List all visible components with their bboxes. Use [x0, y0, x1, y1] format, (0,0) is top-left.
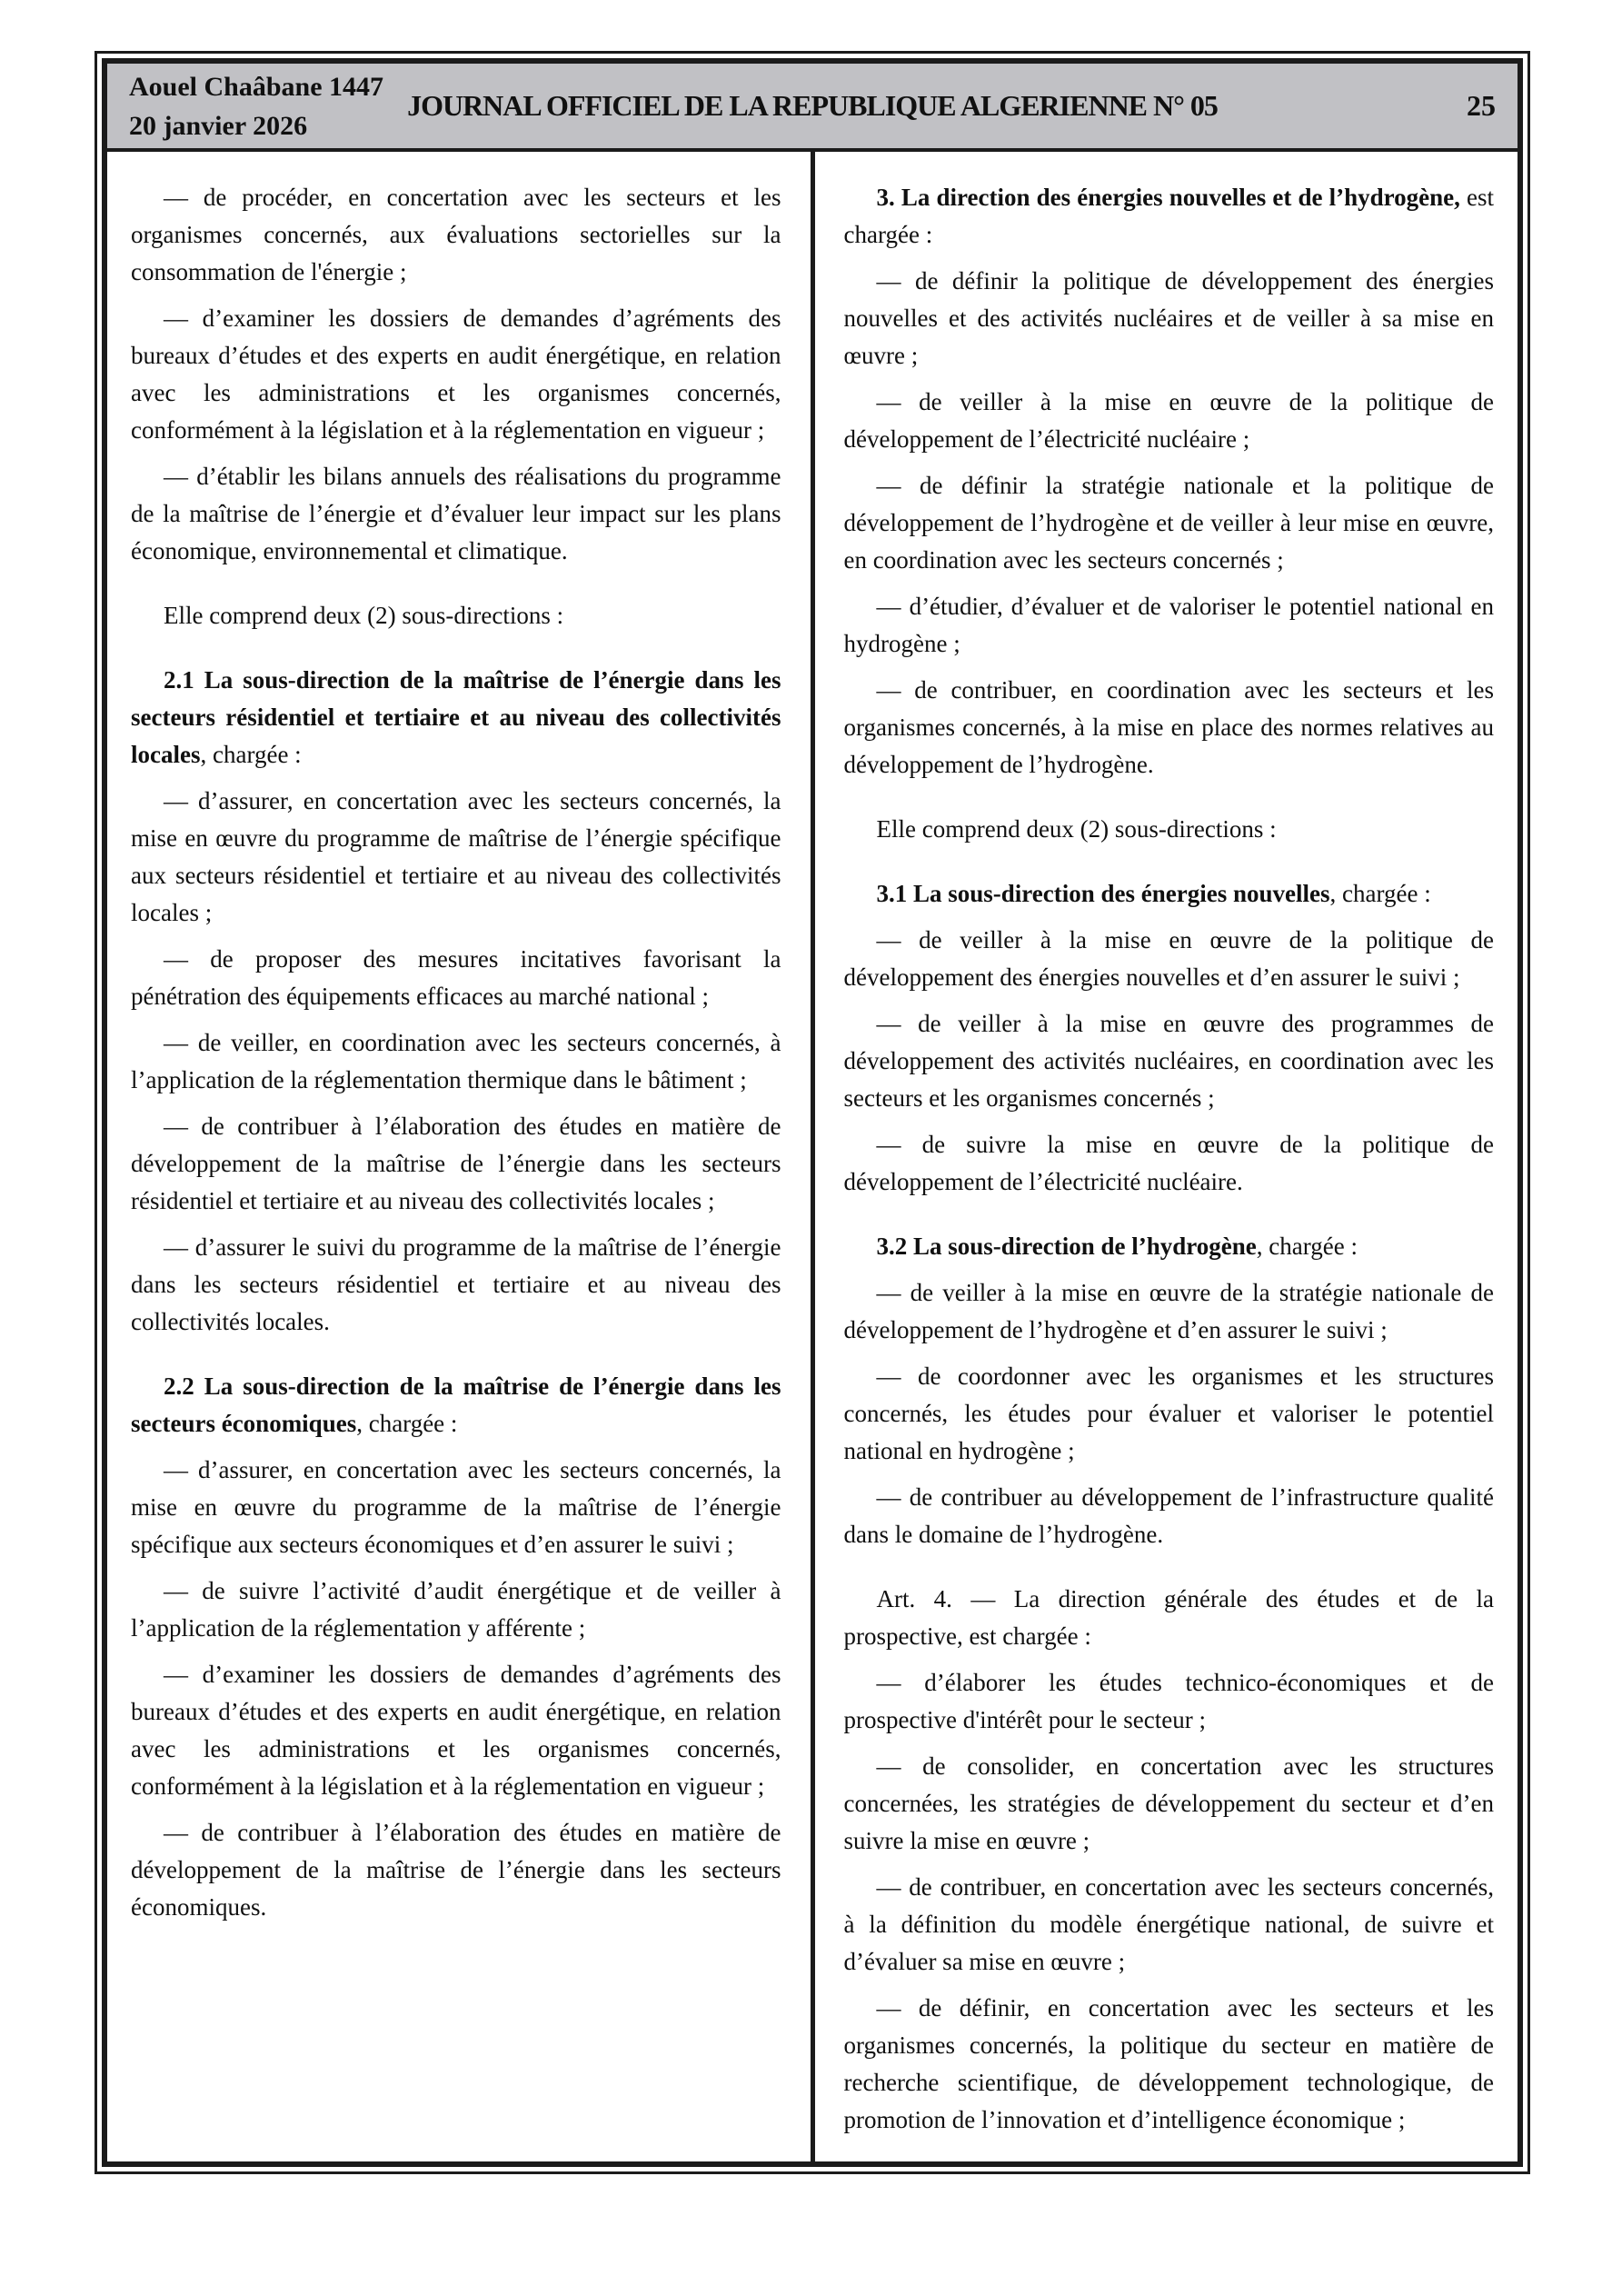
paragraph [844, 384, 1495, 458]
page-frame-inner [102, 58, 1523, 2167]
journal-title: JOURNAL OFFICIEL DE LA REPUBLIQUE ALGERIENNE N° 05 [407, 89, 1218, 122]
body-text: — de contribuer à l’élaboration des études en matière de développement de la maîtrise de l’énergie dans les secteurs économiques. [131, 1819, 781, 1921]
paragraph [131, 783, 781, 932]
publication-date-hijri: Aouel Chaâbane 1447 [129, 71, 384, 102]
paragraph [844, 1228, 1495, 1265]
body-text: Art. 4. — La direction générale des études et de la prospective, est chargée : [843, 1585, 1494, 1650]
paragraph [844, 1005, 1495, 1117]
body-text: — de veiller à la mise en œuvre de la politique de développement des énergies nouvelles et d’en assurer le suivi ; [843, 926, 1494, 991]
body-text: , chargée : [200, 741, 302, 768]
body-text: — de veiller à la mise en œuvre de la stratégie nationale de développement de l’hydrogène et d’en assurer le suivi ; [843, 1279, 1494, 1343]
body-text: — de veiller, en coordination avec les secteurs concernés, à l’application de la réglementation thermique dans le bâtiment ; [131, 1029, 781, 1093]
heading-text: 3.2 La sous-direction de l’hydrogène [876, 1233, 1257, 1260]
body-text: — de veiller à la mise en œuvre de la politique de développement de l’électricité nucléaire ; [843, 388, 1494, 453]
body-text: — de contribuer à l’élaboration des études en matière de développement de la maîtrise de l’énergie dans les secteurs résidentiel et tertiaire et au niveau des collectivités locales ; [131, 1113, 781, 1214]
column-left [107, 152, 811, 2161]
body-text: — d’examiner les dossiers de demandes d’agréments des bureaux d’études et des experts en audit énergétique, en relation avec les administrations et les organismes concernés, conformément à la législation et à la réglementation en vigueur ; [131, 1661, 781, 1800]
paragraph [844, 1990, 1495, 2139]
body-text: est chargée : [843, 184, 1494, 248]
body-text: , chargée : [1329, 880, 1431, 907]
body-text: — de suivre la mise en œuvre de la politique de développement de l’électricité nucléaire. [843, 1131, 1494, 1195]
paragraph [844, 811, 1495, 848]
body-text: — d’assurer, en concertation avec les secteurs concernés, la mise en œuvre du programme de maîtrise de l’énergie spécifique aux secteurs résidentiel et tertiaire et au niveau des collectivités locales ; [131, 787, 781, 926]
paragraph [844, 922, 1495, 996]
page-frame-outer [95, 51, 1530, 2174]
publication-dates [129, 67, 383, 145]
heading-text: 2.2 La sous-direction de la maîtrise de l’énergie dans les secteurs économiques [131, 1373, 781, 1437]
paragraph [844, 1126, 1495, 1201]
paragraph [131, 1656, 781, 1805]
body-text: — de procéder, en concertation avec les secteurs et les organismes concernés, aux évaluations sectorielles sur la consommation de l'énergie ; [131, 184, 781, 285]
body-text: — d’élaborer les études technico-économiques et de prospective d'intérêt pour le secteur ; [843, 1669, 1494, 1733]
paragraph [844, 1358, 1495, 1470]
body-text: — d’établir les bilans annuels des réalisations du programme de la maîtrise de l’énergie et d’évaluer leur impact sur les plans économique, environnemental et climatique. [131, 463, 781, 564]
page-content [107, 152, 1518, 2161]
body-text: — de contribuer, en coordination avec les secteurs et les organismes concernés, à la mise en place des normes relatives au développement de l’hydrogène. [843, 676, 1494, 778]
heading-text: 2.1 La sous-direction de la maîtrise de l’énergie dans les secteurs résidentiel et tertiaire et au niveau des collectivités locales [131, 666, 781, 768]
body-text: — d’assurer, en concertation avec les secteurs concernés, la mise en œuvre du programme de la maîtrise de l’énergie spécifique aux secteurs économiques et d’en assurer le suivi ; [131, 1456, 781, 1558]
body-text: Elle comprend deux (2) sous-directions : [876, 815, 1277, 843]
body-text: — de veiller à la mise en œuvre des programmes de développement des activités nucléaires, en coordination avec les secteurs et les organismes concernés ; [843, 1010, 1494, 1112]
paragraph [131, 1814, 781, 1926]
body-text: — de définir la stratégie nationale et la politique de développement de l’hydrogène et de veiller à leur mise en œuvre, en coordination avec les secteurs concernés ; [843, 472, 1494, 574]
column-right [815, 152, 1518, 2161]
paragraph [131, 1572, 781, 1647]
paragraph [844, 1581, 1495, 1655]
paragraph [131, 1452, 781, 1563]
paragraph [844, 1664, 1495, 1739]
page-number: 25 [1467, 89, 1496, 122]
paragraph [131, 179, 781, 291]
paragraph [844, 263, 1495, 374]
body-text: , chargée : [356, 1410, 458, 1437]
publication-date-gregorian: 20 janvier 2026 [129, 110, 308, 141]
heading-text: 3.1 La sous-direction des énergies nouvelles [876, 880, 1330, 907]
body-text: — de consolider, en concertation avec les structures concernées, les stratégies de développement du secteur et d’en suivre la mise en œuvre ; [843, 1752, 1494, 1854]
paragraph [131, 1229, 781, 1341]
paragraph [844, 1748, 1495, 1860]
paragraph [844, 1479, 1495, 1553]
paragraph [131, 941, 781, 1015]
paragraph [844, 467, 1495, 579]
paragraph [131, 1368, 781, 1442]
body-text: , chargée : [1256, 1233, 1358, 1260]
paragraph [131, 662, 781, 774]
body-text: — de coordonner avec les organismes et les structures concernés, les études pour évaluer et valoriser le potentiel national en hydrogène ; [843, 1363, 1494, 1464]
paragraph [844, 1869, 1495, 1981]
body-text: — de définir la politique de développement des énergies nouvelles et des activités nucléaires et de veiller à sa mise en œuvre ; [843, 267, 1494, 369]
body-text: — de définir, en concertation avec les secteurs et les organismes concernés, la politique du secteur en matière de recherche scientifique, de développement technologique, de promotion de l’innovation et d’intelligence économique ; [843, 1994, 1494, 2133]
paragraph [844, 672, 1495, 784]
body-text: — d’étudier, d’évaluer et de valoriser le potentiel national en hydrogène ; [843, 593, 1494, 657]
paragraph [131, 458, 781, 570]
paragraph [844, 588, 1495, 663]
body-text: — de proposer des mesures incitatives favorisant la pénétration des équipements efficaces au marché national ; [131, 945, 781, 1010]
paragraph [844, 179, 1495, 254]
body-text: — de contribuer au développement de l’infrastructure qualité dans le domaine de l’hydrogène. [843, 1483, 1494, 1548]
body-text: Elle comprend deux (2) sous-directions : [164, 602, 564, 629]
paragraph [131, 300, 781, 449]
paragraph [844, 1274, 1495, 1349]
body-text: — d’examiner les dossiers de demandes d’agréments des bureaux d’études et des experts en audit énergétique, en relation avec les administrations et les organismes concernés, conformément à la législation et à la réglementation en vigueur ; [131, 304, 781, 444]
body-text: — de suivre l’activité d’audit énergétique et de veiller à l’application de la réglementation y afférente ; [131, 1577, 781, 1642]
journal-header [107, 64, 1518, 152]
paragraph [131, 1024, 781, 1099]
paragraph [844, 875, 1495, 913]
heading-text: 3. La direction des énergies nouvelles et de l’hydrogène, [876, 184, 1460, 211]
paragraph [131, 597, 781, 634]
paragraph [131, 1108, 781, 1220]
body-text: — de contribuer, en concertation avec les secteurs concernés, à la définition du modèle énergétique national, de suivre et d’évaluer sa mise en œuvre ; [843, 1873, 1494, 1975]
body-text: — d’assurer le suivi du programme de la maîtrise de l’énergie dans les secteurs résidentiel et tertiaire et au niveau des collectivités locales. [131, 1233, 781, 1335]
